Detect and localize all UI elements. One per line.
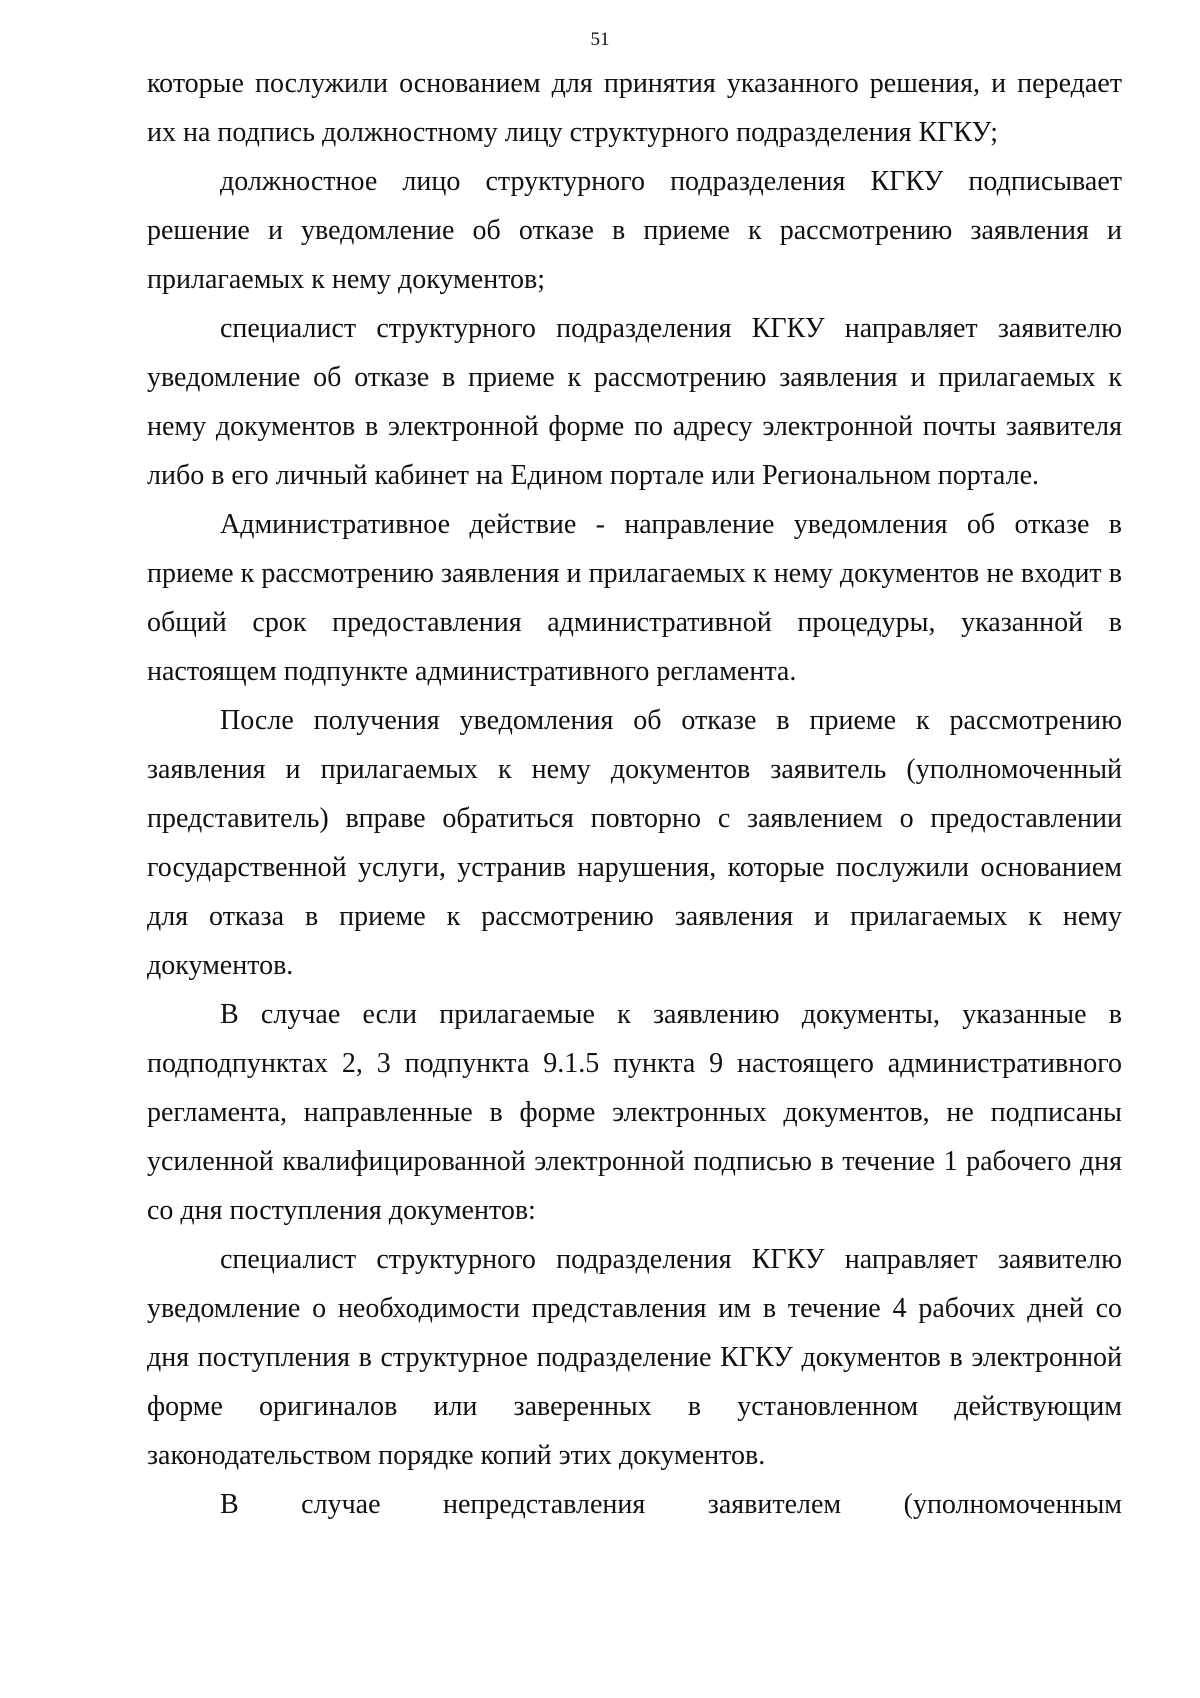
paragraph-specialist-sends-refusal: специалист структурного подразделения КГКУ направляет заявителю уведомление об отказе в приеме к рассмотрению заявления и прилагаемых к нему документов в электронной форме по адресу электронной почты заявителя либо в его личный кабинет на Едином портале или Региональном портале.	[147, 313, 1122, 491]
paragraph-non-submission: В случае непредставления заявителем (уполномоченным	[220, 1489, 1122, 1520]
paragraph-administrative-action: Административное действие - направление уведомления об отказе в приеме к рассмотрению заявления и прилагаемых к нему документов не входит в общий срок предоставления административной процедуры, указанной в настоящем подпункте административного регламента.	[147, 509, 1122, 687]
paragraph-unsigned-documents: В случае если прилагаемые к заявлению документы, указанные в подподпунктах 2, 3 подпункта 9.1.5 пункта 9 настоящего административного регламента, направленные в форме электронных документов, не подписаны усиленной квалифицированной электронной подписью в течение 1 рабочего дня со дня поступления документов:	[147, 999, 1122, 1226]
paragraph-official-signs: должностное лицо структурного подразделения КГКУ подписывает решение и уведомление об отказе в приеме к рассмотрению заявления и прилагаемых к нему документов;	[147, 166, 1122, 295]
paragraph-specialist-sends-notice: специалист структурного подразделения КГКУ направляет заявителю уведомление о необходимости представления им в течение 4 рабочих дней со дня поступления в структурное подразделение КГКУ документов в электронной форме оригиналов или заверенных в установленном действующим законодательством порядке копий этих документов.	[147, 1244, 1122, 1471]
page-number: 51	[590, 29, 610, 50]
document-body	[147, 59, 1122, 1529]
paragraph-after-refusal: После получения уведомления об отказе в приеме к рассмотрению заявления и прилагаемых к нему документов заявитель (уполномоченный представитель) вправе обратиться повторно с заявлением о предоставлении государственной услуги, устранив нарушения, которые послужили основанием для отказа в приеме к рассмотрению заявления и прилагаемых к нему документов.	[147, 705, 1122, 981]
paragraph-continuation: которые послужили основанием для принятия указанного решения, и передает их на подпись должностному лицу структурного подразделения КГКУ;	[147, 68, 1122, 148]
